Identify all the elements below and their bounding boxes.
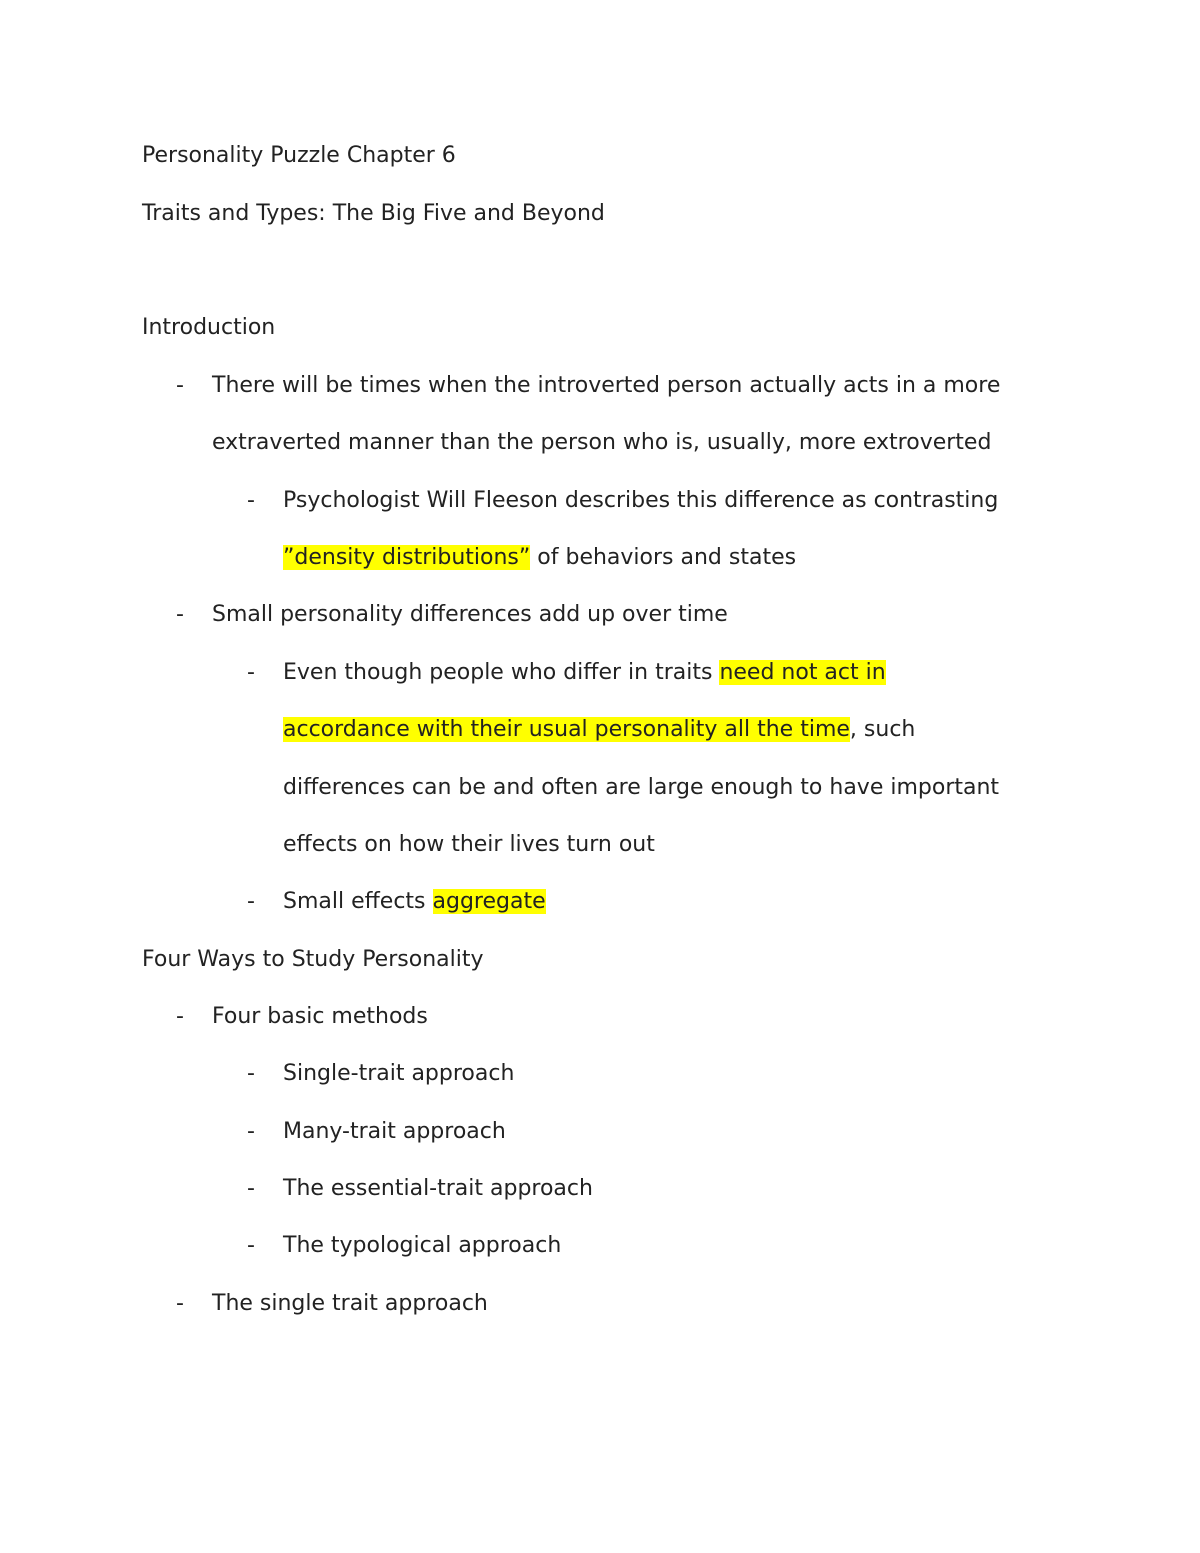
sub-bullet-text: [283, 715, 915, 745]
bullet-text: Four basic methods: [212, 1004, 428, 1029]
highlighted-text: ”density distributions”: [283, 545, 531, 570]
bullet-marker: -: [176, 1291, 184, 1316]
sub-bullet-marker: -: [247, 1061, 255, 1086]
sub-bullet-marker: -: [247, 660, 255, 685]
sub-bullet-text: [283, 543, 796, 573]
sub-bullet-text: [283, 658, 886, 688]
sub-bullet-text: Single-trait approach: [283, 1061, 515, 1086]
sub-bullet-marker: -: [247, 1233, 255, 1258]
plain-text: , such: [849, 717, 916, 742]
sub-bullet-marker: -: [247, 488, 255, 513]
bullet-marker: -: [176, 373, 184, 398]
bullet-text: Small personality differences add up over time: [212, 602, 728, 627]
highlighted-text: need not act in: [719, 660, 886, 685]
sub-bullet-text: effects on how their lives turn out: [283, 832, 655, 857]
plain-text: of behaviors and states: [530, 545, 797, 570]
section-heading-introduction: Introduction: [142, 315, 276, 340]
highlighted-text: aggregate: [432, 889, 546, 914]
sub-bullet-marker: -: [247, 1119, 255, 1144]
sub-bullet-text: Psychologist Will Fleeson describes this difference as contrasting: [283, 488, 999, 513]
bullet-text: The single trait approach: [212, 1291, 488, 1316]
plain-text: Small effects: [283, 889, 433, 914]
section-heading-four-ways: Four Ways to Study Personality: [142, 947, 484, 972]
sub-bullet-text: The essential-trait approach: [283, 1176, 593, 1201]
sub-bullet-text: The typological approach: [283, 1233, 562, 1258]
bullet-text: extraverted manner than the person who is, usually, more extroverted: [212, 430, 992, 455]
plain-text: Even though people who differ in traits: [283, 660, 720, 685]
document-title: Personality Puzzle Chapter 6: [142, 143, 456, 168]
sub-bullet-text: Many-trait approach: [283, 1119, 506, 1144]
bullet-marker: -: [176, 602, 184, 627]
highlighted-text: accordance with their usual personality all the time: [283, 717, 850, 742]
sub-bullet-marker: -: [247, 889, 255, 914]
sub-bullet-text: [283, 887, 546, 917]
sub-bullet-marker: -: [247, 1176, 255, 1201]
document-subtitle: Traits and Types: The Big Five and Beyond: [142, 201, 605, 226]
bullet-marker: -: [176, 1004, 184, 1029]
sub-bullet-text: differences can be and often are large enough to have important: [283, 775, 1000, 800]
bullet-text: There will be times when the introverted person actually acts in a more: [212, 373, 1001, 398]
